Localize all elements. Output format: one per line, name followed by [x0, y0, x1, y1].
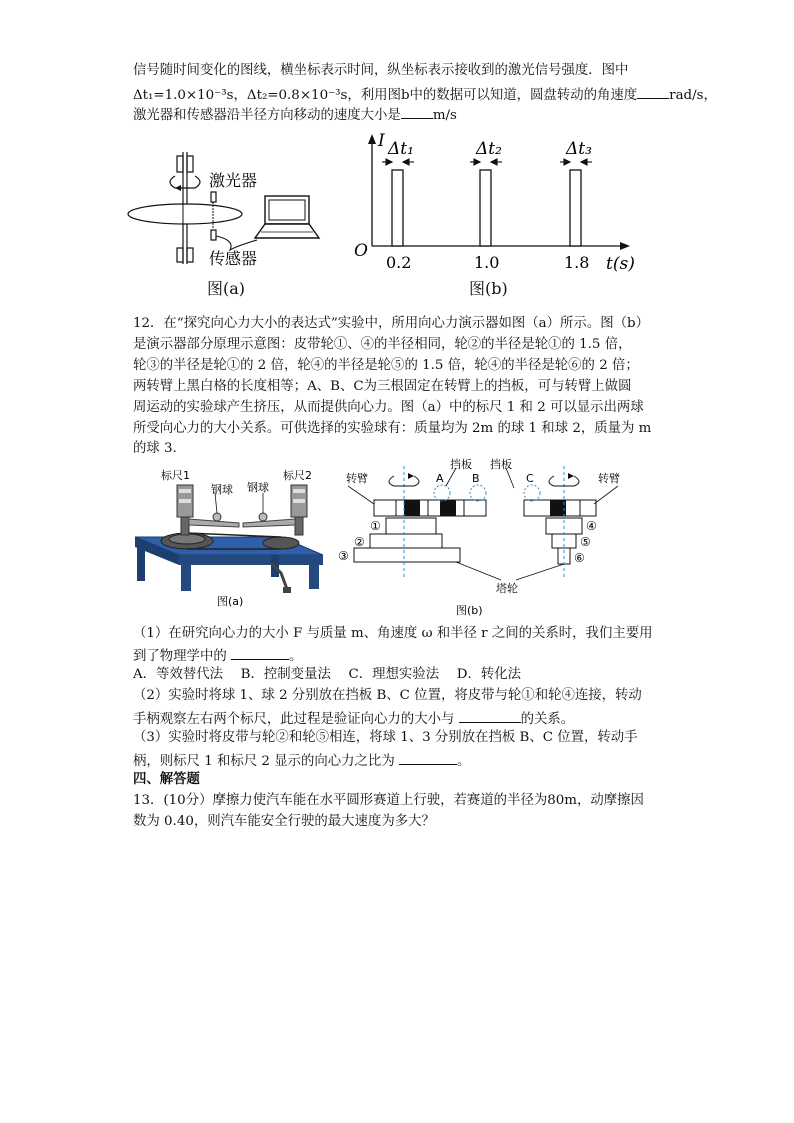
figure-b-caption: 图(b) — [469, 279, 508, 298]
q13-line-2: 数为 0.40，则汽车能安全行驶的最大速度为多大？ — [133, 814, 435, 829]
baffle-a-label: A — [436, 472, 444, 485]
steel-ball-label-1: 钢球 — [211, 483, 233, 496]
sub3-line-1: （3）实验时将皮带与轮②和轮⑤相连，将球 1、3 分别放在挡板 B、C 位置，转动手 — [133, 730, 638, 745]
y-axis-label: I — [378, 131, 385, 151]
intro-line-1: 信号随时间变化的图线，横坐标表示时间，纵坐标表示接收到的激光信号强度．图中 — [133, 63, 629, 78]
intro-line-3 — [133, 104, 457, 125]
tick-label-2: 1.0 — [474, 253, 500, 272]
sub2-line-2-text: 手柄观察左右两个标尺，此过程是验证向心力的大小与 — [133, 712, 455, 727]
q13-line-1: 13．(10分）摩擦力使汽车能在水平圆形赛道上行驶，若赛道的半径为80m，动摩擦因 — [133, 793, 644, 808]
sub1-line-2-text: 到了物理学中的 — [133, 649, 227, 664]
steel-ball-label-2: 钢球 — [247, 481, 269, 494]
arm-right-label: 转臂 — [598, 472, 620, 485]
sub3-line-2-end: 。 — [456, 754, 471, 769]
sensor-label: 传感器 — [209, 249, 258, 268]
q12-line-2: 是演示器部分原理示意图：皮带轮①、④的半径相同，轮②的半径是轮①的 1.5 倍， — [133, 337, 632, 352]
intro-line-3-unit: m/s — [432, 108, 457, 123]
x-axis-label: t(s) — [606, 254, 635, 274]
laser-label: 激光器 — [209, 171, 258, 190]
wheel-2-label: ② — [354, 535, 365, 549]
sub3-line-2-text: 柄，则标尺 1 和标尺 2 显示的向心力之比为 — [133, 754, 395, 769]
pulse-1 — [392, 170, 403, 246]
sub3-line-2 — [133, 750, 470, 771]
sub1-options: A．等效替代法 B．控制变量法 C．理想实验法 D．转化法 — [133, 667, 522, 682]
q12-line-3: 轮③的半径是轮①的 2 倍，轮④的半径是轮⑤的 1.5 倍，轮④的半径是轮⑥的 2 倍； — [133, 358, 639, 373]
baffle-label-1: 挡板 — [450, 458, 472, 471]
arm-left-label: 转臂 — [346, 472, 368, 485]
sub2-line-2 — [133, 708, 574, 729]
baffle-b-label: B — [472, 472, 480, 485]
figure-a-caption: 图(a) — [207, 279, 246, 298]
intro-line-2 — [133, 84, 717, 105]
figure-a-disk — [125, 148, 335, 270]
dt2-label: Δt₂ — [476, 139, 502, 159]
wheel-1-label: ① — [370, 519, 381, 533]
sub2-line-1: （2）实验时将球 1、球 2 分别放在挡板 B、C 位置，将皮带与轮①和轮④连接，转动 — [133, 688, 642, 703]
sub2-line-2-end: 的关系。 — [520, 712, 575, 727]
sub1-line-2-end: 。 — [289, 649, 303, 664]
ruler-1-label: 标尺1 — [161, 469, 190, 482]
dt1-label: Δt₁ — [388, 139, 414, 159]
figure-b-schematic — [336, 458, 636, 620]
answer-blank-angular-speed[interactable] — [637, 84, 669, 99]
q12-line-7: 的球 3. — [133, 441, 177, 456]
wheel-5-label: ⑤ — [580, 535, 591, 549]
tick-label-3: 1.8 — [564, 253, 590, 272]
baffle-c-label: C — [526, 472, 534, 485]
answer-blank-relation[interactable] — [459, 708, 521, 723]
dt3-label: Δt₃ — [566, 139, 592, 159]
answer-blank-method[interactable] — [231, 645, 289, 660]
wheel-4-label: ④ — [586, 519, 597, 533]
figure-a-app-caption: 图(a) — [217, 595, 244, 608]
q12-line-1: 12．在“探究向心力大小的表达式”实验中，所用向心力演示器如图（a）所示。图（b） — [133, 316, 649, 331]
pulse-3 — [570, 170, 581, 246]
ruler-2-label: 标尺2 — [283, 469, 312, 482]
q12-line-5: 周运动的实验球产生挤压，从而提供向心力。图（a）中的标尺 1 和 2 可以显示出两球 — [133, 400, 644, 415]
answer-blank-radial-speed[interactable] — [401, 104, 433, 119]
pulse-2 — [480, 170, 491, 246]
q12-line-6: 所受向心力的大小关系。可供选择的实验球有：质量均为 2m 的球 1 和球 2，质量为 m — [133, 421, 652, 436]
wheel-3-label: ③ — [338, 549, 349, 563]
intro-line-3-text: 激光器和传感器沿半径方向移动的速度大小是 — [133, 108, 401, 123]
tower-wheel-label: 塔轮 — [496, 582, 518, 595]
intro-line-2-text: Δt₁=1.0×10⁻³s，Δt₂=0.8×10⁻³s，利用图b中的数据可以知道，圆盘转动的角速度 — [133, 88, 638, 103]
figure-b-app-caption: 图(b) — [456, 604, 483, 617]
wheel-6-label: ⑥ — [574, 551, 585, 565]
figure-b-signal-chart — [348, 128, 638, 278]
section-4-title: 四、解答题 — [133, 772, 200, 787]
tick-label-1: 0.2 — [386, 253, 412, 272]
intro-line-2-unit: rad/s， — [669, 88, 717, 103]
origin-label: O — [354, 241, 368, 261]
baffle-label-2: 挡板 — [490, 458, 512, 471]
answer-blank-ratio[interactable] — [399, 750, 457, 765]
sub1-line-2 — [133, 645, 302, 666]
q12-line-4: 两转臂上黑白格的长度相等；A、B、C为三根固定在转臂上的挡板，可与转臂上做圆 — [133, 379, 632, 394]
sub1-line-1: （1）在研究向心力的大小 F 与质量 m、角速度 ω 和半径 r 之间的关系时，我们主要用 — [133, 626, 653, 641]
figure-a-apparatus — [131, 463, 331, 611]
